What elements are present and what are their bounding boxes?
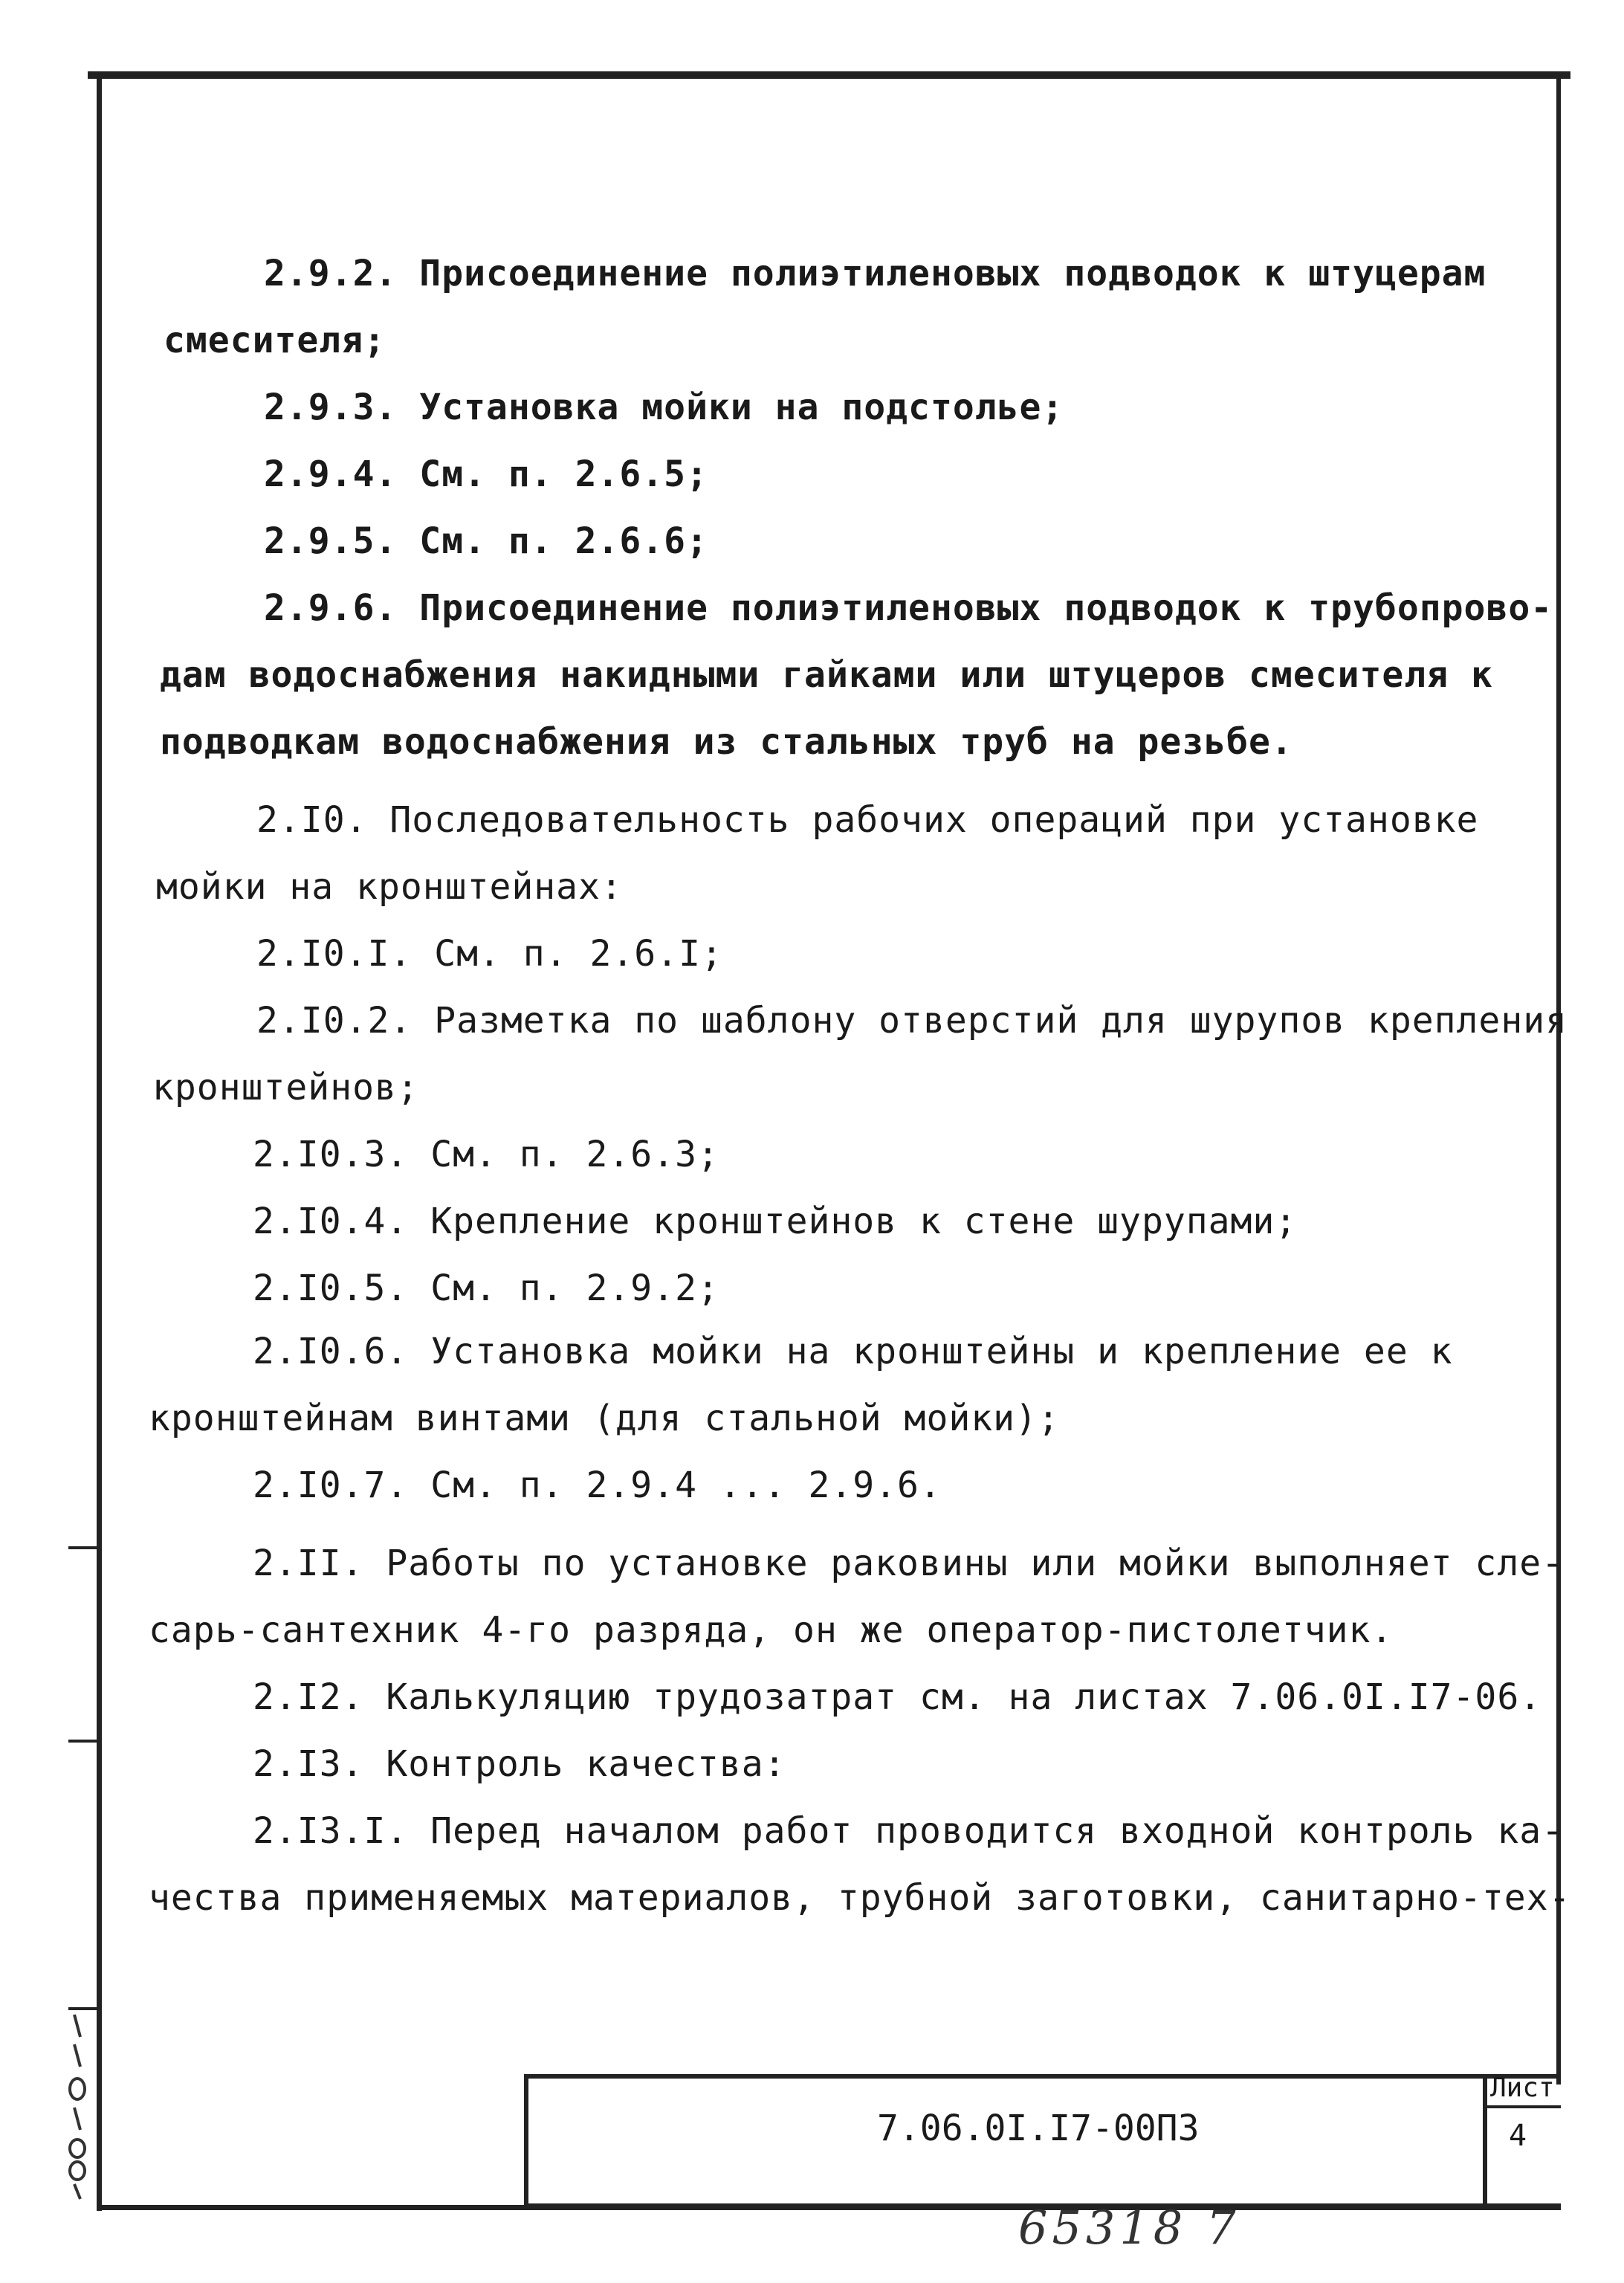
text-line: 2.I0.3. См. п. 2.6.3; <box>253 1134 719 1175</box>
text-line: мойки на кронштейнах: <box>156 866 623 908</box>
text-line: 2.I0.4. Крепление кронштейнов к стене шурупами; <box>253 1201 1298 1242</box>
sheet-label: Лист <box>1490 2073 1555 2103</box>
text-line: кронштейнам винтами (для стальной мойки); <box>149 1398 1060 1439</box>
frame-top-border <box>88 71 1570 79</box>
text-line: 2.I2. Калькуляцию трудозатрат см. на листах 7.06.0I.I7-06. <box>253 1676 1542 1718</box>
text-line: кронштейнов; <box>152 1067 419 1108</box>
frame-left-border <box>97 77 102 2211</box>
text-line: 2.I0.5. См. п. 2.9.2; <box>253 1268 719 1309</box>
text-line: 2.I0.I. См. п. 2.6.I; <box>256 933 723 975</box>
text-line: 2.9.2. Присоединение полиэтиленовых подводок к штуцерам <box>264 253 1486 294</box>
text-line: 2.I0.6. Установка мойки на кронштейны и крепление ее к <box>253 1331 1453 1372</box>
frame-right-border <box>1556 77 1561 2085</box>
margin-tick <box>68 1740 98 1743</box>
text-line: 2.9.5. См. п. 2.6.6; <box>264 520 708 562</box>
side-stamp-marks <box>52 2007 97 2200</box>
text-line: дам водоснабжения накидными гайками или штуцеров смесителя к <box>160 654 1493 696</box>
text-line: 2.I0.7. См. п. 2.9.4 ... 2.9.6. <box>253 1465 942 1506</box>
text-line: 2.I0. Последовательность рабочих операций при установке <box>256 799 1479 841</box>
text-line: 2.9.4. См. п. 2.6.5; <box>264 453 708 495</box>
margin-tick <box>68 1546 98 1549</box>
text-line: 2.II. Работы по установке раковины или мойки выполняет сле- <box>253 1543 1565 1584</box>
handwritten-note: 65318 7 <box>1018 2200 1240 2255</box>
text-line: чества применяемых материалов, трубной заготовки, санитарно-тех- <box>149 1877 1571 1919</box>
sheet-divider <box>1483 2105 1561 2108</box>
text-line: 2.I3.I. Перед началом работ проводится входной контроль ка- <box>253 1810 1565 1852</box>
text-line: подводкам водоснабжения из стальных труб на резьбе. <box>160 721 1293 763</box>
text-line: сарь-сантехник 4-го разряда, он же оператор-пистолетчик. <box>149 1609 1394 1651</box>
text-line: смесителя; <box>164 320 386 361</box>
sheet-number: 4 <box>1509 2119 1527 2153</box>
text-line: 2.I0.2. Разметка по шаблону отверстий для шурупов крепления <box>256 1000 1568 1042</box>
text-line: 2.9.6. Присоединение полиэтиленовых подводок к трубопрово- <box>264 587 1553 629</box>
text-line: 2.9.3. Установка мойки на подстолье; <box>264 387 1064 428</box>
document-code: 7.06.0I.I7-00ПЗ <box>877 2108 1200 2149</box>
text-line: 2.I3. Контроль качества: <box>253 1743 786 1785</box>
